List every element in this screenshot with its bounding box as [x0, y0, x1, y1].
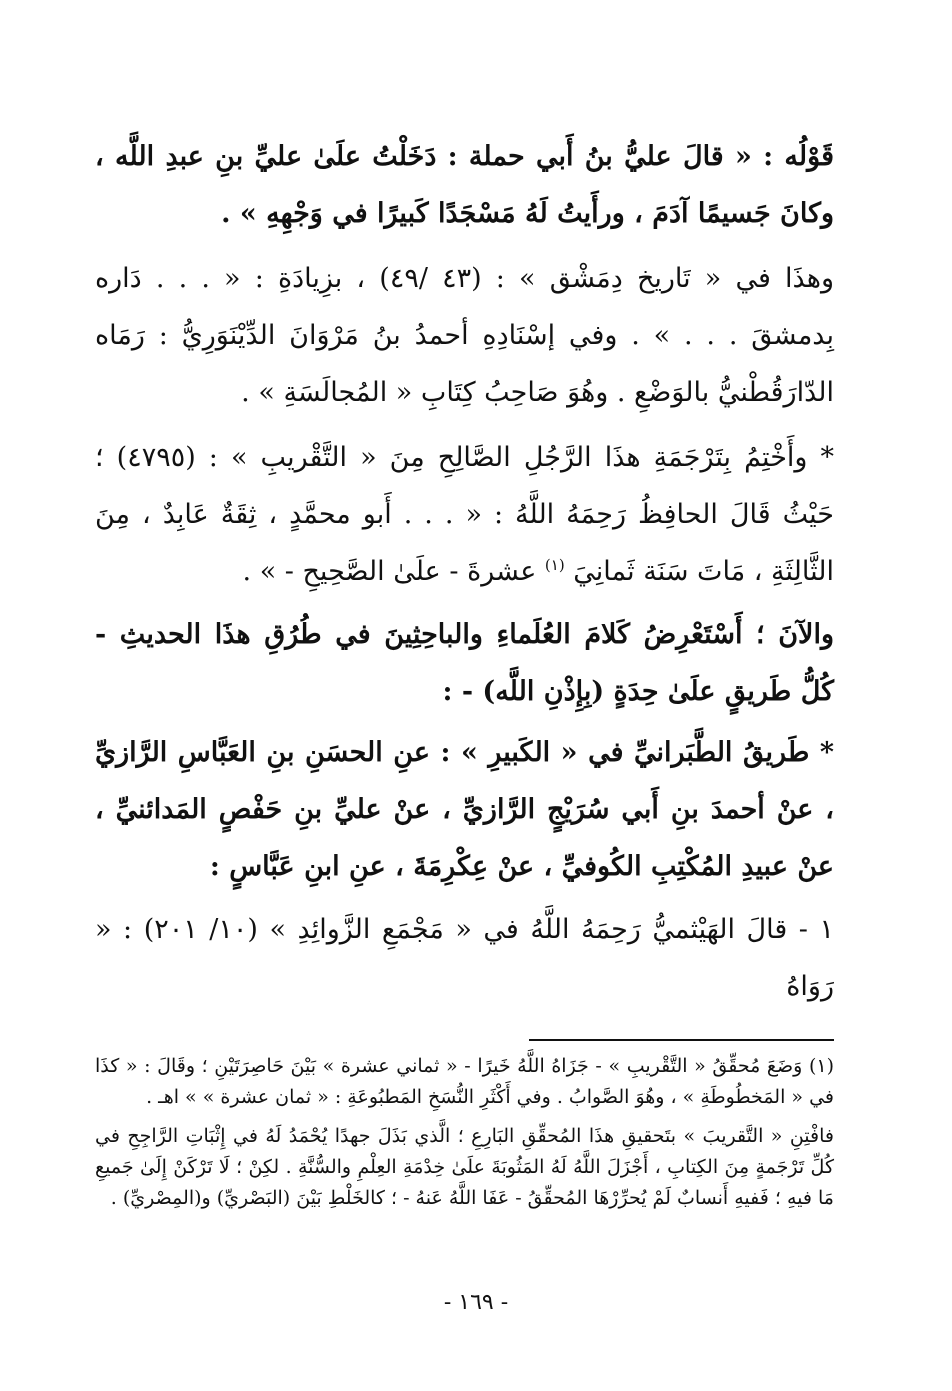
paragraph-source: وهذَا في « تَاريخ دِمَشْق » : (٤٣ /٤٩) ، بزِيادَةِ : « . . . دَاره بِدمشقَ . . . » . وفي إسْنَادِهِ أحمدُ بنُ مَرْوَانَ الدِّيْنَوَرِيُّ : رَمَاه الدّارَقُطْنيُّ بالوَضْعِ . وهُوَ صَاحِبُ كِتَابِ « المُجالَسَةِ » . [95, 263, 834, 408]
footnote-reference[interactable]: (١) [544, 556, 565, 574]
footnote-1: (١) وَضَعَ مُحقِّقُ « التَّقْريبِ » - جَزَاهُ اللَّهُ خَيرًا - « ثماني عشرة » بَيْنَ حَاصِرَتَيْنِ ؛ وقَالَ : « كذَا في « المَخطُوطَةِ » ، وهُوَ الصَّوابُ . وفي أَكْثَرِ النُّسَخِ المَطبُوعَةِ : « ثمان عشرة » » اهـ . [95, 1055, 835, 1108]
paragraph-haythami: ١ - قالَ الهَيْثميُّ رَحِمَهُ اللَّهُ في « مَجْمَعِ الزَّوائِدِ » (١٠/ ٢٠١) : « رَوَاهُ [95, 914, 834, 1002]
paragraph-biography-text: * وأَخْتِمُ بِتَرْجَمَةِ هذَا الرَّجُلِ الصَّالِحِ مِنَ « التَّقْريبِ » : (٤٧٩٥) ؛ حَيْثُ قَالَ الحافِظُ رَحِمَهُ اللَّهُ : « . . . أَبو محمَّدٍ ، ثِقَةٌ عَابِدٌ ، مِنَ الثَّالِثَةِ ، مَاتَ سَنَة ثَمانِيَ [95, 442, 834, 587]
footnote-1-continuation: فافْتِنِ « التَّقريبَ » بتَحقيقِ هذَا المُحقِّقِ البَارِعِ ؛ الَّذي بَذَلَ جهدًا يُحْمَدُ لَهُ في إِثْبَاتِ الرَّاجِحِ في كُلِّ تَرْجَمةٍ مِنَ الكِتابِ ، أَجْزَلَ اللَّهُ لَهُ المَثُوبَةَ علَىٰ خِدْمَةِ العِلْمِ والسُّنَّةِ . لكِنْ ؛ لَا تَرْكَنْ إِلَىٰ جَميعِ مَا فيهِ ؛ فَفيهِ أَنسابٌ لَمْ يُحرِّرْهَا المُحقِّقُ - عَفَا اللَّهُ عَنهُ - ؛ كالخَلْطِ بَيْنَ (البَصْريِّ) و(المِصْريِّ) . [95, 1125, 834, 1209]
main-text [95, 128, 834, 1015]
paragraph-intro-routes: والآنَ ؛ أَسْتَعْرِضُ كَلامَ العُلَماءِ والباحِثِينَ في طُرُقِ هذَا الحديثِ - كُلُّ طَريقٍ علَىٰ حِدَةٍ (بِإِذْنِ اللَّه) - : [95, 619, 834, 707]
paragraph-quote: قَوْلُه : « قالَ عليُّ بنُ أَبي حملة : دَخَلْتُ علَىٰ عليِّ بنِ عبدِ اللَّه ، وكانَ جَسيمًا آدَمَ ، ورأَيتُ لَهُ مَسْجَدًا كَبيرًا في وَجْهِهِ » . [95, 141, 834, 229]
footnote-divider [529, 1039, 834, 1041]
paragraph-biography-tail: عشرةَ - علَىٰ الصَّحِيحِ - » . [242, 556, 545, 587]
paragraph-biography [95, 429, 834, 600]
paragraph-tabarani-route: * طَريقُ الطَّبَرانيِّ في « الكَبيرِ » : عنِ الحسَنِ بنِ العَبَّاسِ الرَّازيِّ ، عنْ أحمدَ بنِ أَبي سُرَيْجٍ الرَّازيِّ ، عنْ عليِّ بنِ حَفْصٍ المَدائنيِّ ، عنْ عبيدِ المُكْتِبِ الكُوفيِّ ، عنْ عِكْرِمَةَ ، عنِ ابنِ عَبَّاسٍ : [95, 737, 834, 882]
footnotes [95, 1051, 834, 1214]
page-number: - ١٦٩ - [443, 1290, 509, 1315]
